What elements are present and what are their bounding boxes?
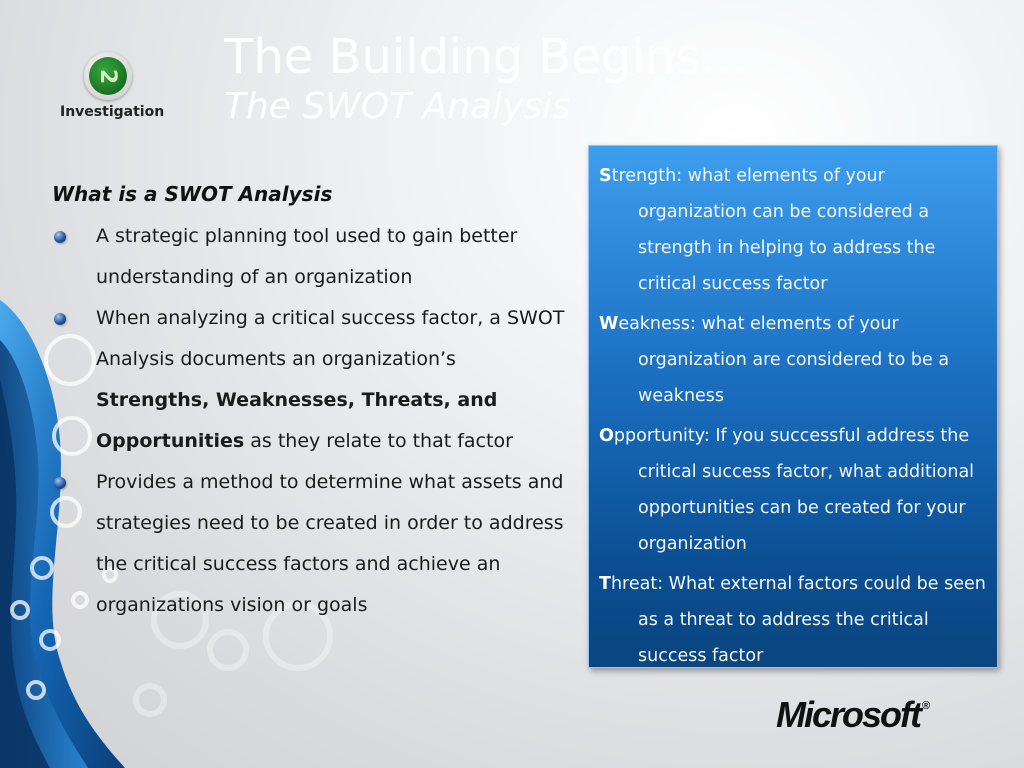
left-content: [52, 176, 572, 626]
slide-title: The Building Begins…: [224, 29, 749, 85]
bullet-icon: [54, 231, 66, 243]
step-number-icon: 2: [89, 57, 127, 95]
bullet-item: Provides a method to determine what assets and strategies need to be created in order to address the critical success factors and achieve an organizations vision or goals: [52, 462, 572, 626]
bullet-icon: [54, 313, 66, 325]
step-badge: [84, 52, 132, 100]
swot-threat: Threat: What external factors could be seen as a threat to address the critical success factor: [599, 574, 986, 666]
swot-weakness: Weakness: what elements of your organization are considered to be a weakness: [599, 314, 950, 406]
swot-panel: [588, 145, 998, 668]
bullet-item: A strategic planning tool used to gain better understanding of an organization: [52, 216, 572, 298]
slide-subtitle: The SWOT Analysis: [224, 86, 571, 127]
microsoft-logo: Microsoft ®: [776, 694, 931, 735]
bullet-list: [52, 216, 572, 626]
swot-strength: Strength: what elements of your organization can be considered a strength in helping to address the critical success factor: [599, 166, 936, 294]
swot-opportunity: Opportunity: If you successful address the critical success factor, what additional opportunities can be created for your organization: [599, 426, 975, 554]
step-label: Investigation: [60, 104, 165, 120]
section-heading: What is a SWOT Analysis: [52, 182, 333, 206]
bullet-item: When analyzing a critical success factor, a SWOT Analysis documents an organization’s Strengths, Weaknesses, Threats, and Opportunities as they relate to that factor: [52, 298, 572, 462]
bold-emphasis: Strengths, Weaknesses, Threats, and Opportunities: [96, 389, 498, 452]
bullet-icon: [54, 477, 66, 489]
